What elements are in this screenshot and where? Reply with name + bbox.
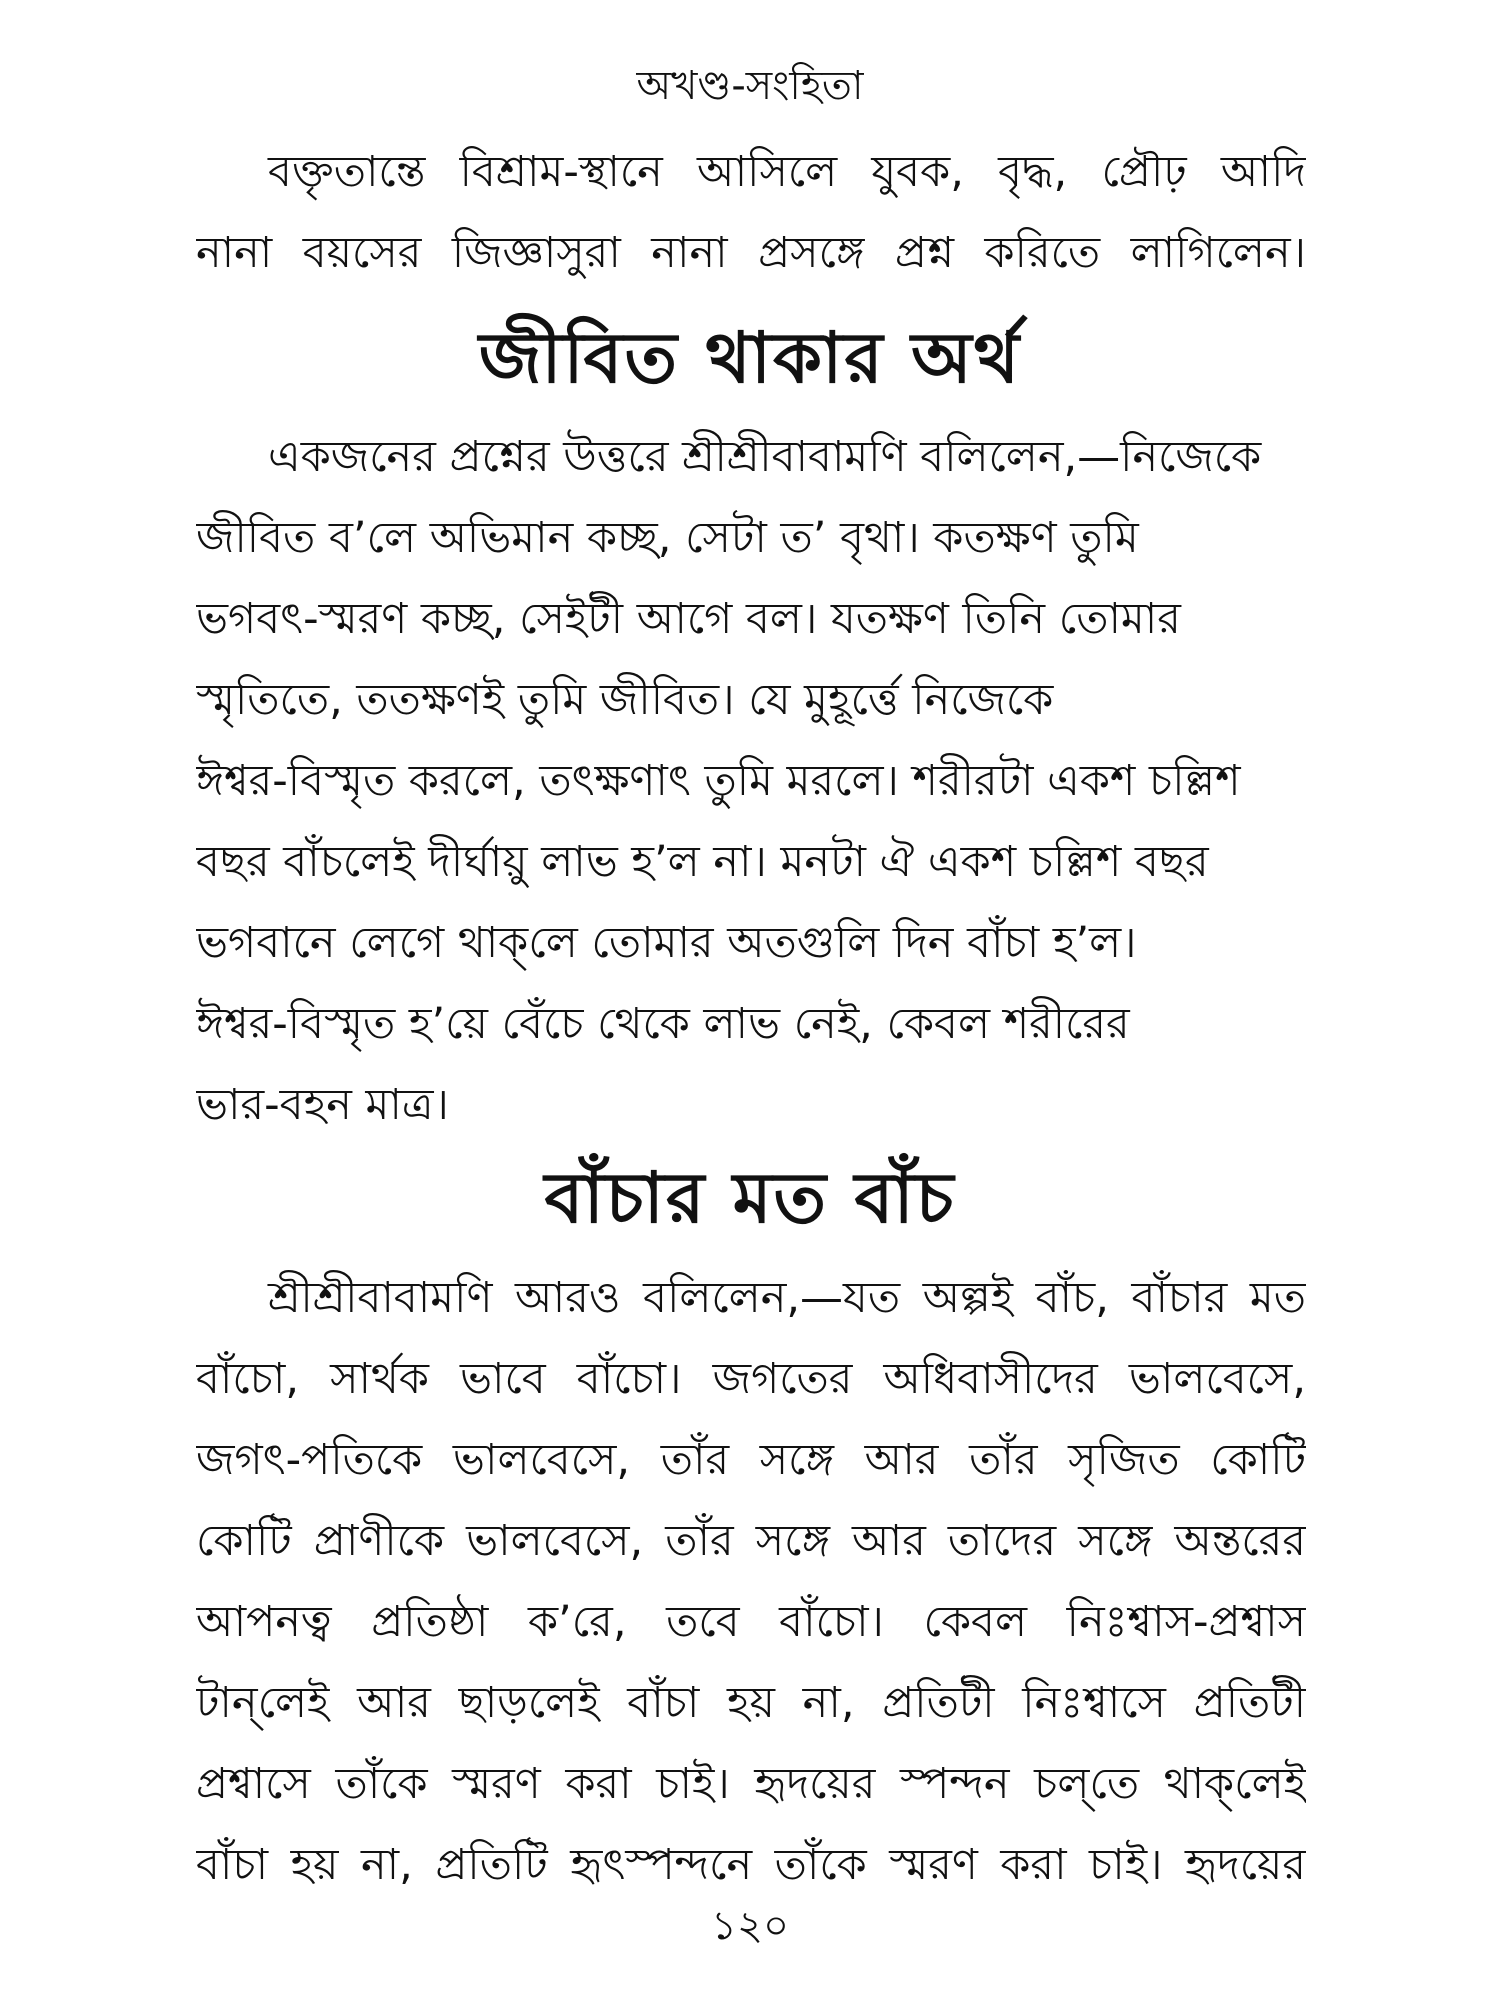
text-line: ভার-বহন মাত্র। xyxy=(196,1080,449,1130)
text-line: জগৎ-পতিকে ভালবেসে, তাঁর সঙ্গে আর তাঁর সৃজিত কোটি xyxy=(196,1435,1306,1485)
running-head: অখণ্ড-সংহিতা xyxy=(636,63,864,109)
text-line: ভগবানে লেগে থাক্‌লে তোমার অতগুলি দিন বাঁচা হ’ল। xyxy=(196,918,1137,968)
text-line: প্রশ্বাসে তাঁকে স্মরণ করা চাই। হৃদয়ের স্পন্দন চল্‌তে থাক্‌লেই xyxy=(196,1759,1306,1809)
text-line: শ্রীশ্রীবাবামণি আরও বলিলেন,—যত অল্পই বাঁচ, বাঁচার মত xyxy=(268,1273,1306,1323)
text-line: বাঁচা হয় না, প্রতিটি হৃৎস্পন্দনে তাঁকে স্মরণ করা চাই। হৃদয়ের xyxy=(196,1840,1306,1890)
text-line: বক্তৃতান্তে বিশ্রাম-স্থানে আসিলে যুবক, বৃদ্ধ, প্রৌঢ় আদি xyxy=(268,147,1306,197)
section-heading-live-as-living: বাঁচার মত বাঁচ xyxy=(544,1157,956,1239)
text-line: স্মৃতিতে, ততক্ষণই তুমি জীবিত। যে মুহূর্ত্তে নিজেকে xyxy=(196,675,1054,725)
text-line: বছর বাঁচলেই দীর্ঘায়ু লাভ হ’ল না। মনটা ঐ একশ চল্লিশ বছর xyxy=(196,837,1209,887)
text-line: টান্‌লেই আর ছাড়লেই বাঁচা হয় না, প্রতিটী নিঃশ্বাসে প্রতিটী xyxy=(196,1678,1306,1728)
section2-paragraph xyxy=(196,1258,1306,1906)
text-line: কোটি প্রাণীকে ভালবেসে, তাঁর সঙ্গে আর তাদের সঙ্গে অন্তরের xyxy=(196,1516,1306,1566)
intro-paragraph xyxy=(196,132,1306,294)
page-number: ১২০ xyxy=(711,1903,789,1949)
text-line: আপনত্ব প্রতিষ্ঠা ক’রে, তবে বাঁচো। কেবল নিঃশ্বাস-প্রশ্বাস xyxy=(196,1597,1306,1647)
text-line: ঈশ্বর-বিস্মৃত করলে, তৎক্ষণাৎ তুমি মরলে। শরীরটা একশ চল্লিশ xyxy=(196,756,1241,806)
text-line: বাঁচো, সার্থক ভাবে বাঁচো। জগতের অধিবাসীদের ভালবেসে, xyxy=(196,1354,1306,1404)
text-line: নানা বয়সের জিজ্ঞাসুরা নানা প্রসঙ্গে প্রশ্ন করিতে লাগিলেন। xyxy=(196,228,1306,278)
section-heading-meaning-of-living: জীবিত থাকার অর্থ xyxy=(478,317,1022,399)
text-line: জীবিত ব’লে অভিমান কচ্ছ, সেটা ত’ বৃথা। কতক্ষণ তুমি xyxy=(196,513,1139,563)
text-line: একজনের প্রশ্নের উত্তরে শ্রীশ্রীবাবামণি বলিলেন,—নিজেকে xyxy=(268,432,1262,482)
text-line: ঈশ্বর-বিস্মৃত হ’য়ে বেঁচে থেকে লাভ নেই, কেবল শরীরের xyxy=(196,999,1130,1049)
section1-paragraph xyxy=(196,417,1306,1146)
text-line: ভগবৎ-স্মরণ কচ্ছ, সেইটী আগে বল। যতক্ষণ তিনি তোমার xyxy=(196,594,1181,644)
